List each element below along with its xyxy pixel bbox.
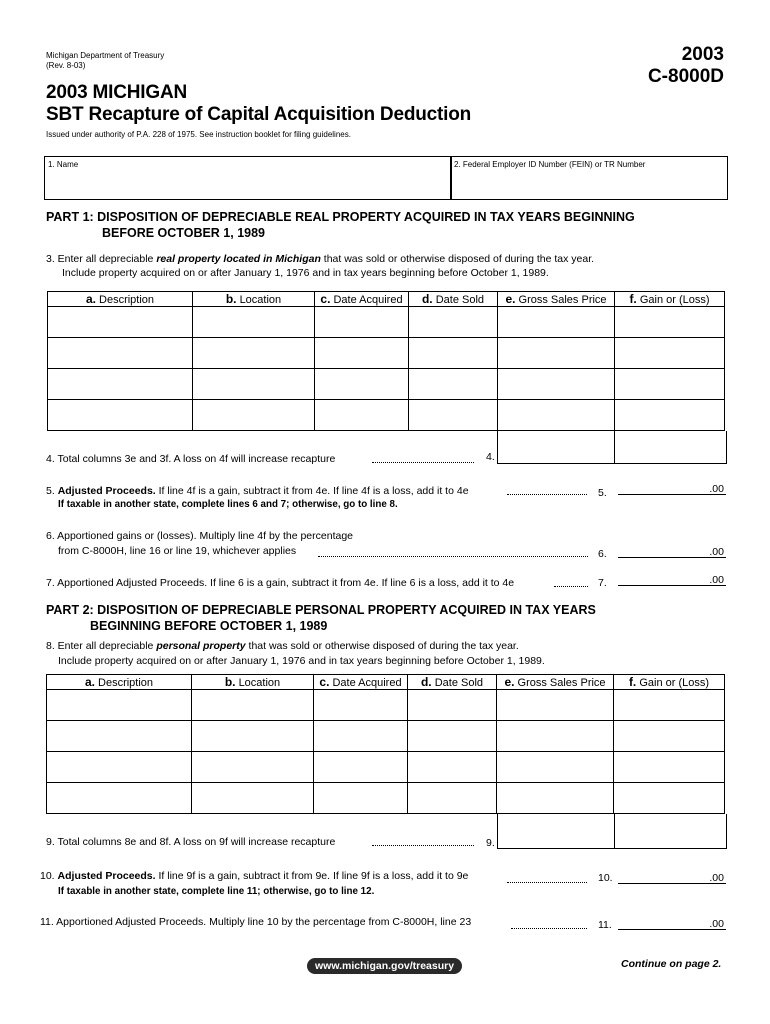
part1-header-row (48, 292, 725, 307)
line6-number: 6. (598, 548, 607, 560)
title-line2: SBT Recapture of Capital Acquisition Deduction (46, 104, 472, 125)
header-dept (46, 51, 164, 71)
table-row (48, 400, 725, 431)
line11-number: 11. (598, 919, 612, 931)
authority-note: Issued under authority of P.A. 228 of 1975. See instruction booklet for filing guidelines. (46, 130, 351, 139)
cell[interactable] (497, 783, 614, 814)
revision: (Rev. 8-03) (46, 61, 86, 70)
form-year: 2003 (681, 44, 724, 65)
line10-number: 10. (598, 872, 613, 884)
cell[interactable] (497, 721, 614, 752)
col-date-acquired: c. Date Acquired (315, 292, 409, 307)
col-gain-loss: f. Gain or (Loss) (615, 292, 725, 307)
line10-leader (507, 882, 587, 883)
col-date-sold: d. Date Sold (409, 292, 498, 307)
cell[interactable] (615, 338, 725, 369)
line6-leader (318, 556, 588, 557)
part2-title (46, 602, 596, 634)
cell[interactable] (614, 721, 725, 752)
cell[interactable] (47, 752, 192, 783)
line11-text: 11. Apportioned Adjusted Proceeds. Multiply line 10 by the percentage from C-8000H, line 23 (40, 916, 472, 928)
fein-label: 2. Federal Employer ID Number (FEIN) or TR Number (454, 160, 646, 169)
line9-text: 9. Total columns 8e and 8f. A loss on 9f will increase recapture (46, 836, 336, 848)
line5-cents: .00 (709, 483, 724, 495)
cell[interactable] (315, 369, 409, 400)
part1-title-line1: PART 1: DISPOSITION OF DEPRECIABLE REAL PROPERTY ACQUIRED IN TAX YEARS BEGINNING (46, 210, 635, 224)
col-date-acquired: c. Date Acquired (314, 675, 408, 690)
cell[interactable] (614, 752, 725, 783)
line5-leader (507, 494, 587, 495)
line5-text: 5. Adjusted Proceeds. If line 4f is a gain, subtract it from 4e. If line 4f is a loss, add it to 4e (46, 485, 469, 497)
line10-subtext: If taxable in another state, complete line 11; otherwise, go to line 12. (58, 886, 375, 897)
line11-leader (511, 928, 587, 929)
col-location: b. Location (193, 292, 315, 307)
cell[interactable] (408, 721, 497, 752)
cell[interactable] (193, 369, 315, 400)
table-row (48, 307, 725, 338)
col-location: b. Location (192, 675, 314, 690)
line6-text: 6. Apportioned gains or (losses). Multiply line 4f by the percentage (46, 530, 354, 542)
cell[interactable] (409, 338, 498, 369)
table-row (48, 338, 725, 369)
line4-divider (614, 431, 615, 463)
table-row (47, 752, 725, 783)
line3-post: that was sold or otherwise disposed of during the tax year. (320, 253, 595, 265)
cell[interactable] (497, 752, 614, 783)
cell[interactable] (48, 338, 193, 369)
line10-text: 10. Adjusted Proceeds. If line 9f is a gain, subtract it from 9e. If line 9f is a loss, add it to 9e (40, 870, 469, 882)
cell[interactable] (498, 338, 615, 369)
cell[interactable] (47, 721, 192, 752)
cell[interactable] (193, 307, 315, 338)
dept-name: Michigan Department of Treasury (46, 51, 165, 60)
cell[interactable] (48, 369, 193, 400)
line5-subtext: If taxable in another state, complete lines 6 and 7; otherwise, go to line 8. (58, 499, 398, 510)
col-gross-sales-price: e. Gross Sales Price (497, 675, 614, 690)
cell[interactable] (192, 752, 314, 783)
cell[interactable] (409, 307, 498, 338)
line3-pre: 3. Enter all depreciable (46, 253, 157, 265)
cell[interactable] (193, 400, 315, 431)
line5-number: 5. (598, 487, 607, 499)
line6-cents: .00 (709, 546, 724, 558)
form-title (46, 82, 471, 126)
line9-number: 9. (486, 837, 495, 849)
col-date-sold: d. Date Sold (408, 675, 497, 690)
cell[interactable] (314, 783, 408, 814)
cell[interactable] (498, 307, 615, 338)
line9-divider (614, 814, 615, 848)
cell[interactable] (315, 307, 409, 338)
line7-leader (554, 586, 588, 587)
line6-text-b: from C-8000H, line 16 or line 19, whichever applies (58, 545, 297, 557)
line7-text: 7. Apportioned Adjusted Proceeds. If line 6 is a gain, subtract it from 4e. If line 6 is a loss, add it to 4e (46, 577, 515, 589)
cell[interactable] (408, 783, 497, 814)
line3-text-b: Include property acquired on or after January 1, 1976 and in tax years beginning before October 1, 1989. (62, 267, 549, 279)
line7-number: 7. (598, 577, 607, 589)
part1-table (47, 291, 725, 431)
title-line1: 2003 MICHIGAN (46, 82, 187, 103)
line3-emph: real property located in Michigan (156, 253, 321, 265)
line8-text-b: Include property acquired on or after January 1, 1976 and in tax years beginning before October 1, 1989. (58, 655, 545, 667)
cell[interactable] (615, 369, 725, 400)
part1-title (46, 209, 635, 241)
form-id (648, 44, 724, 88)
cell[interactable] (409, 369, 498, 400)
table-row (47, 783, 725, 814)
cell[interactable] (315, 400, 409, 431)
cell[interactable] (192, 690, 314, 721)
line10-cents: .00 (709, 872, 724, 884)
col-description: a. Description (47, 675, 192, 690)
cell[interactable] (48, 307, 193, 338)
name-field[interactable] (44, 156, 452, 200)
cell[interactable] (614, 783, 725, 814)
line4-total-box (497, 431, 727, 464)
continue-note: Continue on page 2. (621, 958, 722, 970)
cell[interactable] (47, 783, 192, 814)
cell[interactable] (192, 721, 314, 752)
line9-total-box (497, 814, 727, 849)
part1-title-line2: BEFORE OCTOBER 1, 1989 (102, 226, 266, 240)
table-row (48, 369, 725, 400)
part2-header-row (47, 675, 725, 690)
cell[interactable] (193, 338, 315, 369)
col-gross-sales-price: e. Gross Sales Price (498, 292, 615, 307)
part2-title-line1: PART 2: DISPOSITION OF DEPRECIABLE PERSONAL PROPERTY ACQUIRED IN TAX YEARS (46, 603, 596, 617)
line9-leader (372, 845, 474, 846)
cell[interactable] (47, 690, 192, 721)
part2-title-line2: BEGINNING BEFORE OCTOBER 1, 1989 (90, 619, 328, 633)
table-row (47, 721, 725, 752)
name-label: 1. Name (48, 160, 79, 169)
cell[interactable] (409, 400, 498, 431)
cell[interactable] (314, 690, 408, 721)
cell[interactable] (408, 690, 497, 721)
line8-text: 8. Enter all depreciable personal property that was sold or otherwise disposed of during the tax year. (46, 640, 519, 652)
cell[interactable] (314, 721, 408, 752)
cell[interactable] (192, 783, 314, 814)
cell[interactable] (48, 400, 193, 431)
col-gain-loss: f. Gain or (Loss) (614, 675, 725, 690)
cell[interactable] (408, 752, 497, 783)
line4-number: 4. (486, 451, 495, 463)
line11-cents: .00 (709, 918, 724, 930)
treasury-url-badge[interactable]: www.michigan.gov/treasury (307, 958, 462, 974)
cell[interactable] (498, 400, 615, 431)
cell[interactable] (315, 338, 409, 369)
cell[interactable] (498, 369, 615, 400)
cell[interactable] (615, 400, 725, 431)
line3-text (46, 253, 594, 265)
form-number: C-8000D (647, 66, 724, 87)
line4-leader (372, 462, 474, 463)
col-description: a. Description (48, 292, 193, 307)
cell[interactable] (314, 752, 408, 783)
part2-table (46, 674, 725, 814)
cell[interactable] (614, 690, 725, 721)
cell[interactable] (497, 690, 614, 721)
table-row (47, 690, 725, 721)
fein-field[interactable] (450, 156, 728, 200)
line7-cents: .00 (709, 574, 724, 586)
cell[interactable] (615, 307, 725, 338)
line4-text: 4. Total columns 3e and 3f. A loss on 4f will increase recapture (46, 453, 336, 465)
